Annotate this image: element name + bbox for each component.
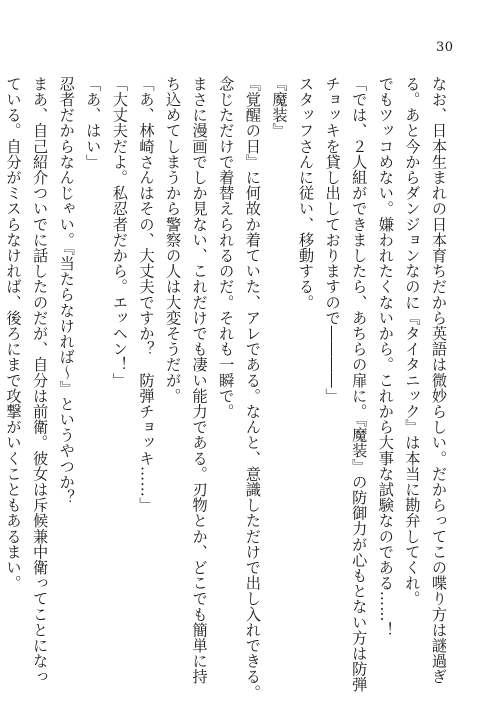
text-line: スタッフさんに従い、移動する。	[297, 76, 316, 310]
text-line: 忍者だからなんじゃい。『当たらなければ～』というやつか？	[57, 76, 76, 506]
text-line: 念じただけで着替えられるのだ。それも一瞬で。	[217, 76, 236, 420]
vertical-text-body	[0, 76, 452, 700]
text-line: でもツッコめない。嫌われたくないから。これから大事な試験なのである……！	[376, 76, 395, 638]
text-line: 「では、２人組ができましたら、あちらの扉に。『魔装』の防御力が心もとない方は防弾	[350, 76, 369, 693]
text-line: ている。自分がミスらなければ、後ろにまで攻撃がいくこともあるまい。	[4, 76, 23, 591]
text-line: 「大丈夫だよ。私忍者だから。エッヘン！」	[110, 76, 129, 388]
page-number: 30	[436, 40, 454, 55]
text-line: まさに漫画でしか見ない、これだけでも凄い能力である。刃物とか、どこでも簡単に持	[190, 76, 209, 685]
text-line: 「あ、はい」	[84, 76, 103, 170]
text-line: ち込めてしまうから警察の人は大変そうだが。	[164, 76, 183, 404]
text-line: 「あ、林崎さんはその、大丈夫ですか？ 防弾チョッキ……」	[137, 76, 156, 513]
text-line: 『覚醒の日』に何故か着ていた、アレである。なんと、意識しただけで出し入れできる。	[243, 76, 262, 700]
text-line: まあ、自己紹介ついでに話したのだが、自分は前衛。彼女は斥候兼中衛ってことになっ	[31, 76, 50, 685]
text-line: なお、日本生まれの日本育ちだから英語は微妙らしい。だからってこの喋り方は謎過ぎ	[430, 76, 448, 685]
text-line: 『魔装』	[270, 76, 289, 139]
text-line: る。あと今からダンジョンなのに『タイタニック』は本当に勘弁してくれ。	[403, 76, 422, 607]
text-line: チョッキを貸し出しておりますので――――」	[323, 76, 342, 404]
